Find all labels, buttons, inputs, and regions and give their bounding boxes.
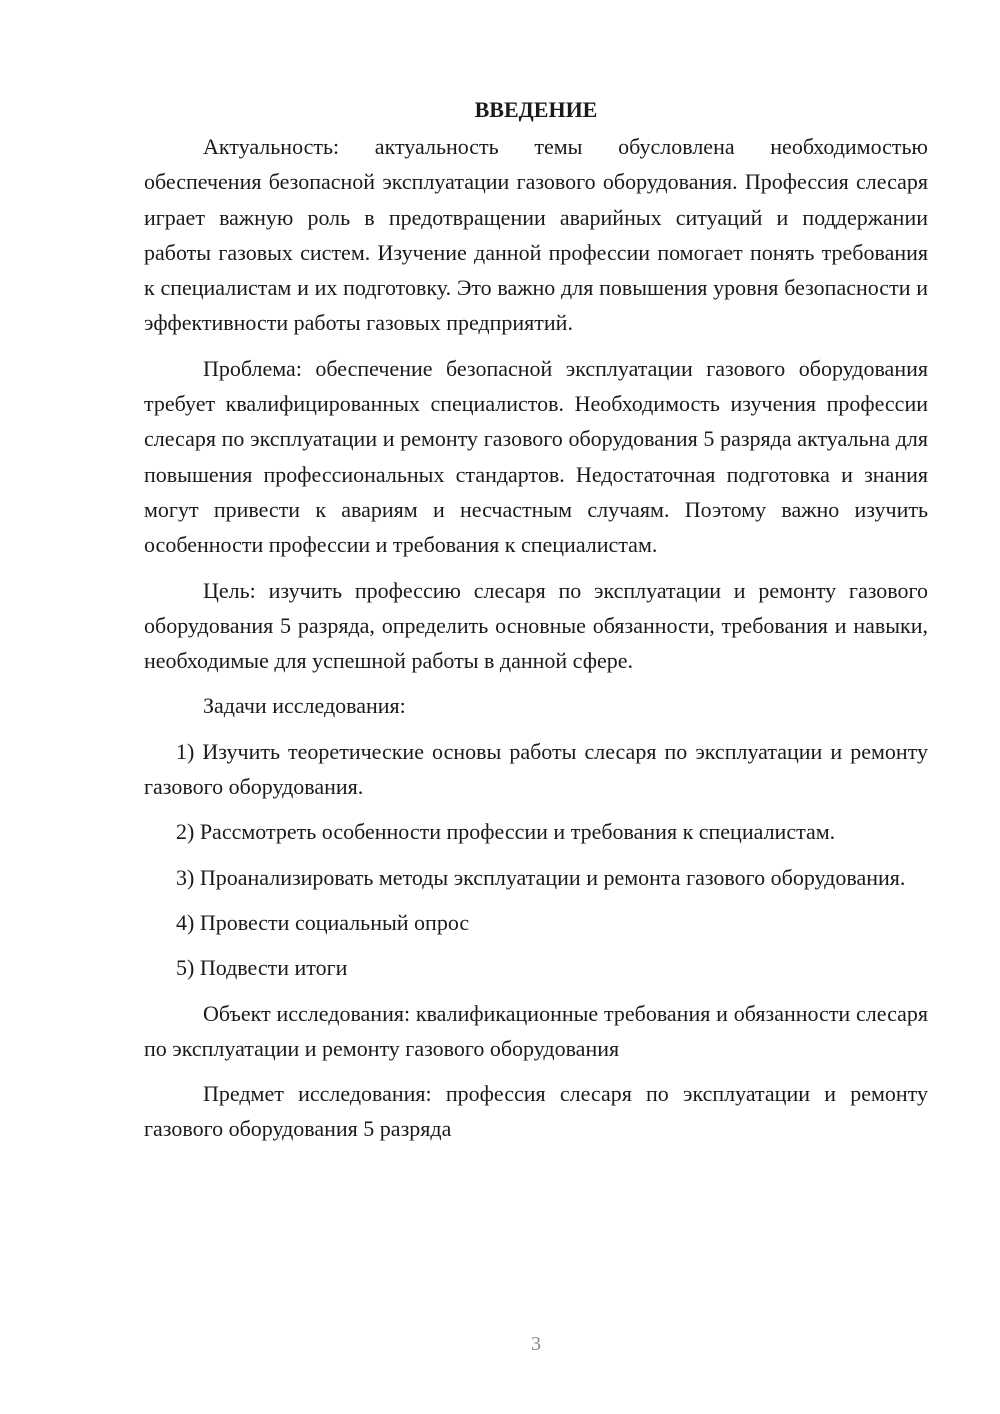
- paragraph-problem: Проблема: обеспечение безопасной эксплуатации газового оборудования требует квалифицированных специалистов. Необходимость изучения профессии слесаря по эксплуатации и ремонту газового оборудования 5 разряда актуальна для повышения профессиональных стандартов. Недостаточная подготовка и знания могут привести к авариям и несчастным случаям. Поэтому важно изучить особенности профессии и требования к специалистам.: [144, 355, 928, 558]
- paragraph-goal: Цель: изучить профессию слесаря по эксплуатации и ремонту газового оборудования 5 разряда, определить основные обязанности, требования и навыки, необходимые для успешной работы в данной сфере.: [144, 577, 928, 674]
- paragraph-tasks-heading: Задачи исследования:: [203, 693, 406, 719]
- paragraph-relevance: Актуальность: актуальность темы обусловлена необходимостью обеспечения безопасной эксплуатации газового оборудования. Профессия слесаря играет важную роль в предотвращении аварийных ситуаций и поддержании работы газовых систем. Изучение данной профессии помогает понять требования к специалистам и их подготовку. Это важно для повышения уровня безопасности и эффективности работы газовых предприятий.: [144, 134, 928, 336]
- paragraph-subject: Предмет исследования: профессия слесаря по эксплуатации и ремонту газового оборудования 5 разряда: [144, 1081, 928, 1142]
- page-number: 3: [531, 1333, 541, 1355]
- section-title: ВВЕДЕНИЕ: [474, 97, 598, 122]
- document-page: [144, 92, 928, 1157]
- task-item-1: 1) Изучить теоретические основы работы слесаря по эксплуатации и ремонту газового оборудования.: [144, 738, 928, 800]
- task-item-3: 3) Проанализировать методы эксплуатации и ремонта газового оборудования.: [176, 864, 906, 890]
- paragraph-object: Объект исследования: квалификационные требования и обязанности слесаря по эксплуатации и ремонту газового оборудования: [144, 1000, 928, 1061]
- task-item-2: 2) Рассмотреть особенности профессии и требования к специалистам.: [176, 819, 836, 845]
- task-item-5: 5) Подвести итоги: [176, 955, 348, 981]
- task-item-4: 4) Провести социальный опрос: [176, 909, 470, 935]
